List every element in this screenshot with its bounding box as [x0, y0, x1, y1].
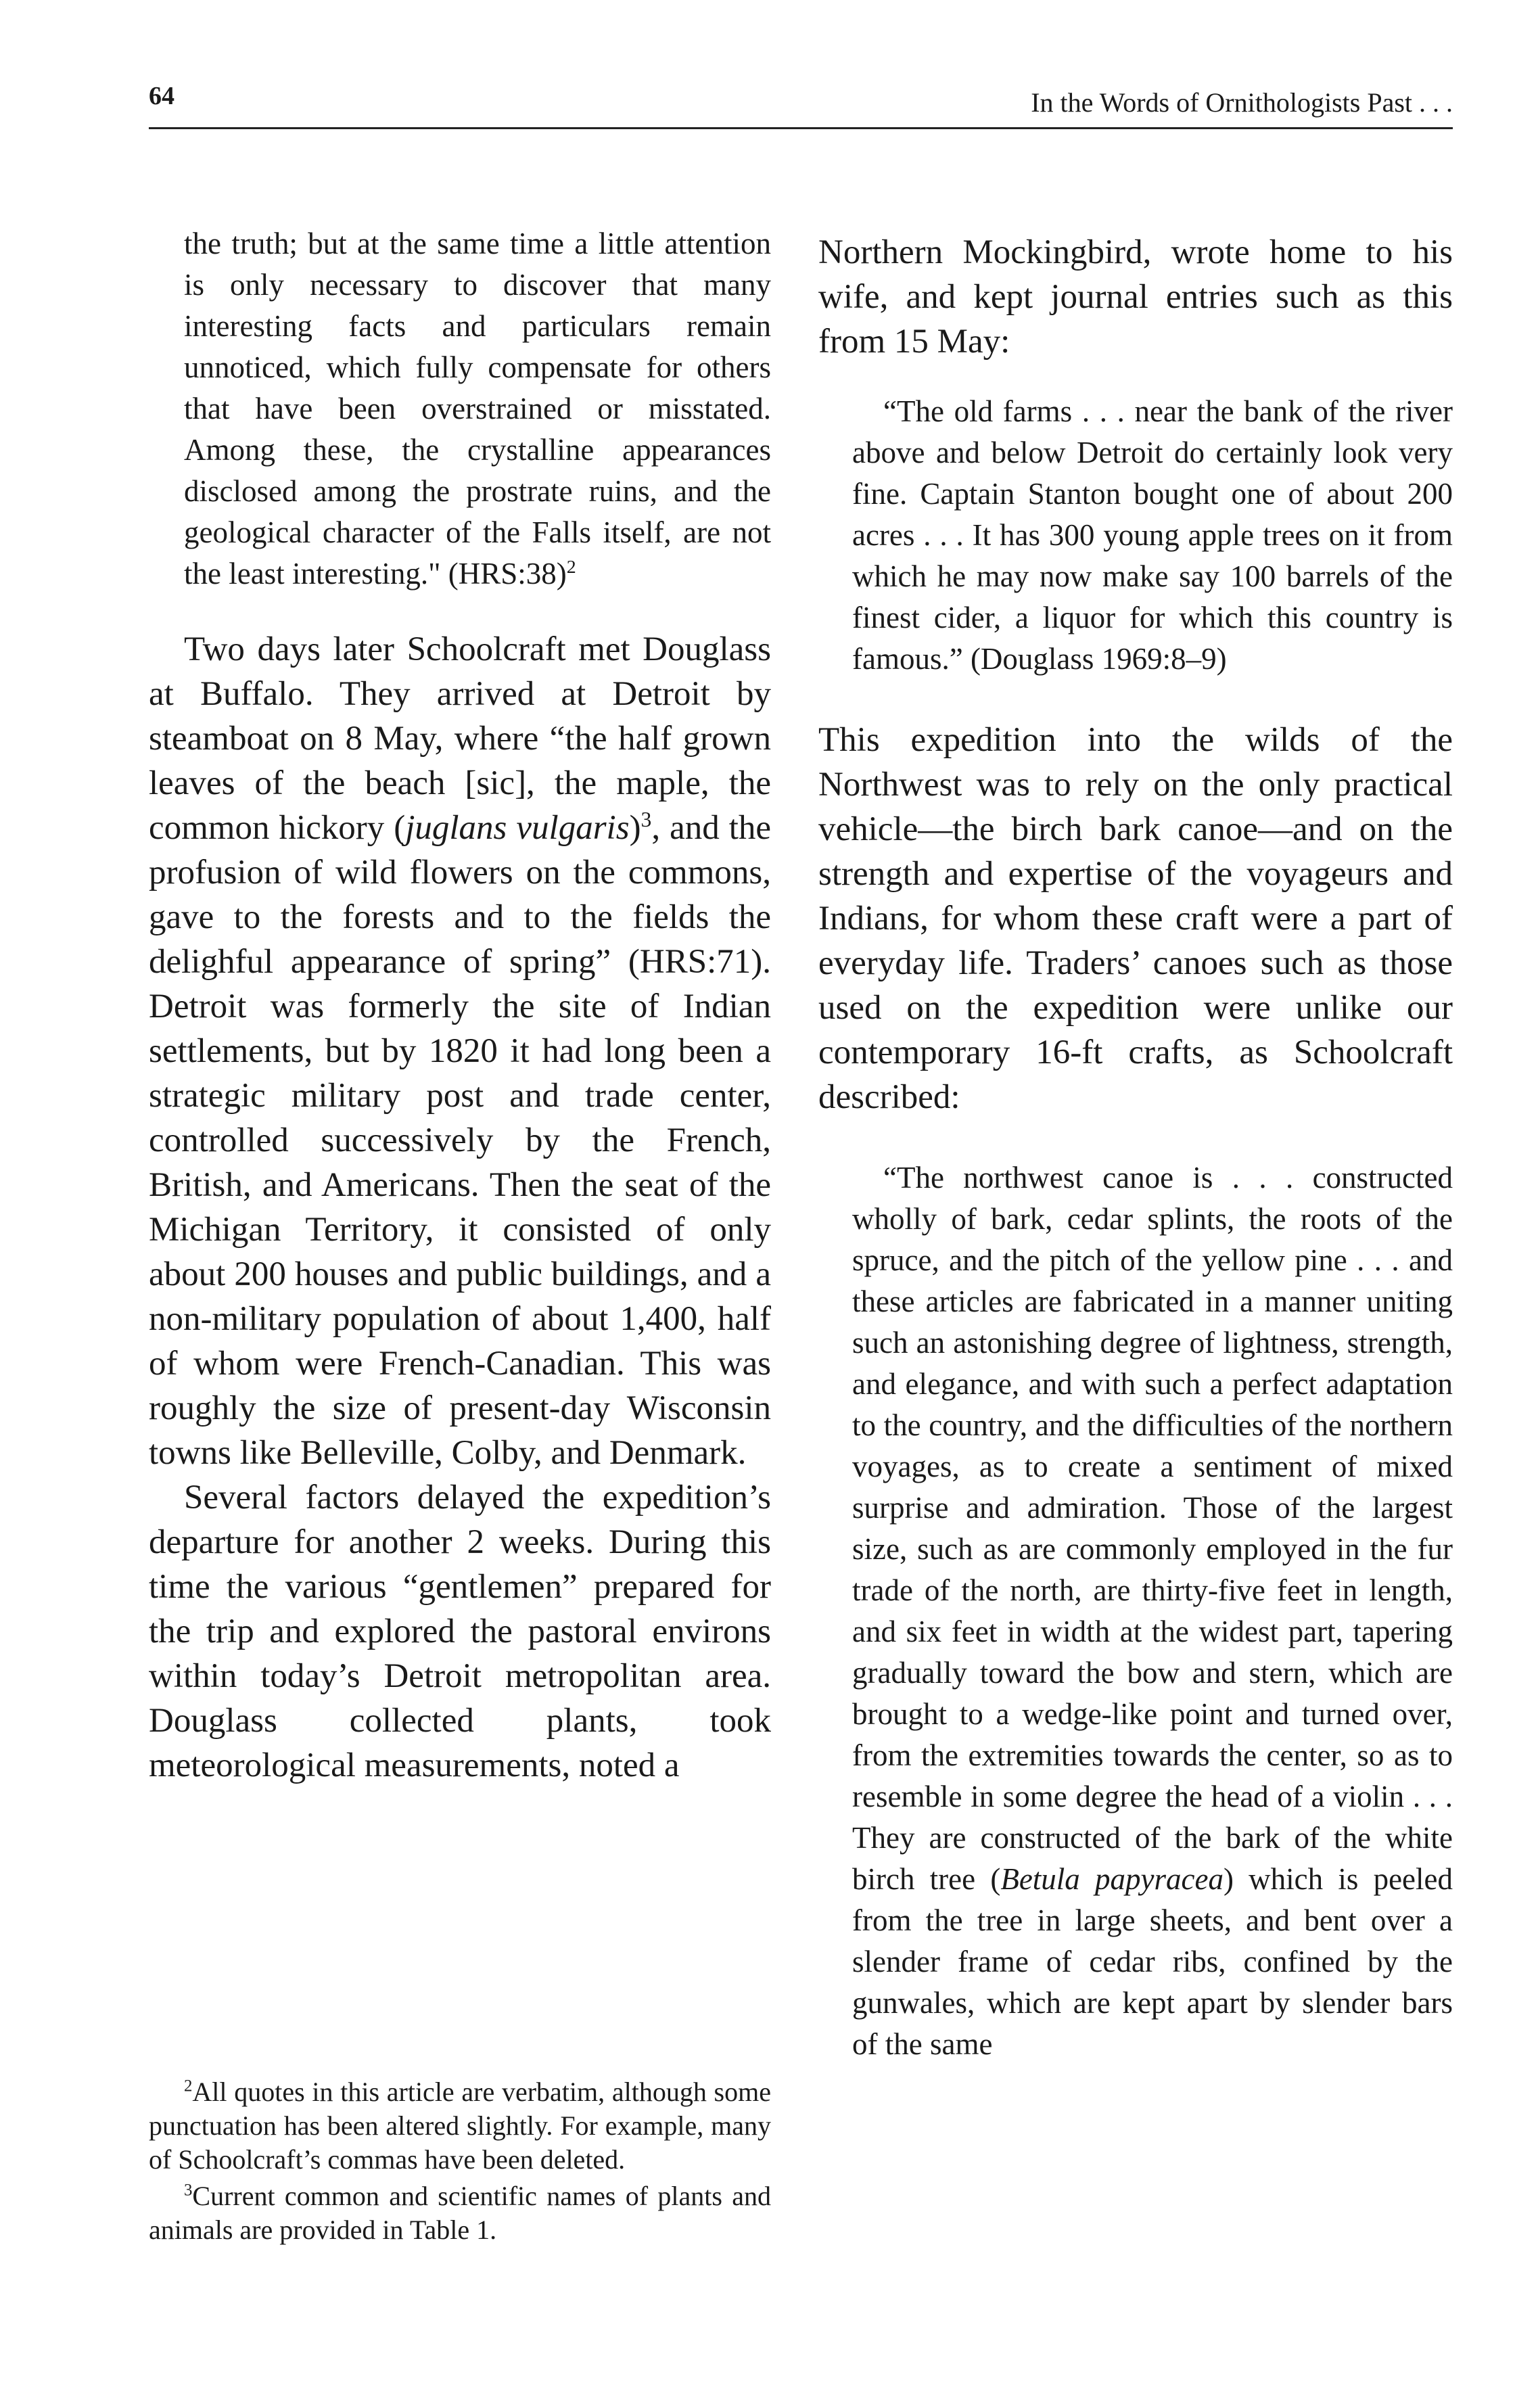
page-number: 64: [149, 82, 174, 110]
quote-northwest-canoe: “The northwest canoe is . . . constructed wholly of bark, cedar splints, the roots of the spruce, and the pitch of the yellow pine . . . and these articles are fabricated in a manner uniting such an astonishing degree of lightness, strength, and elegance, and with such a perfect adaptation to the country, and the difficulties of the northern voyages, as to create a sentiment of mixed surprise and admiration. Those of the largest size, such as are commonly employed in the fur trade of the north, are thirty-five feet in length, and six feet in width at the widest part, tapering gradually toward the bow and stern, which are brought to a wedge-like point and turned over, from the extremities towards the center, so as to resemble in some degree the head of a violin . . . They are constructed of the bark of the white birch tree (Betula papyracea) which is peeled from the tree in large sheets, and bent over a slender frame of cedar ribs, confined by the gunwales, which are kept apart by slender bars of the same: [852, 1161, 1453, 2061]
left-column: [149, 223, 771, 1788]
scientific-name: Betula papyracea: [1000, 1862, 1223, 1896]
paragraph-detroit-arrival: Two days later Schoolcraft met Douglass at Buffalo. They arrived at Detroit by steamboat on 8 May, where “the half grown leaves of the beach [sic], the maple, the common hickory (juglans vulgaris)$^3$, and the profusion of wild flowers on the commons, gave to the forests and to the fields the delighful appearance of spring” (HRS:71). Detroit was formerly the site of Indian settlements, but by 1820 it had long been a strategic military post and trade center, controlled successively by the French, British, and Americans. Then the seat of the Michigan Territory, it consisted of only about 200 houses and public buildings, and a non-military population of about 1,400, half of whom were French-Canadian. This was roughly the size of present-day Wisconsin towns like Belleville, Colby, and Denmark.: [149, 630, 772, 1472]
paragraph-expedition-delay: Several factors delayed the expedition’s departure for another 2 weeks. During this time the various “gentlemen” prepared for the trip and explored the pastoral environs within today’s Detroit metropolitan area. Douglass collected plants, took meteorological measurements, noted a: [149, 1479, 771, 1784]
quote-old-farms: “The old farms . . . near the bank of the river above and below Detroit do certainly look very fine. Captain Stanton bought one of about 200 acres . . . It has 300 young apple trees on it from which he may now make say 100 barrels of the finest cider, a liquor for which this country is famous.” (Douglass 1969:8–9): [852, 394, 1453, 676]
quote-continuation: the truth; but at the same time a little attention is only necessary to discover that many interesting facts and particulars remain unnoticed, which fully compensate for others that have been overstrained or misstated. Among these, the crystalline appearances disclosed among the prostrate ruins, and the geological character of the Falls itself, are not the least interesting." (HRS:38)$^2$: [184, 227, 771, 591]
footnote-2: $^2$All quotes in this article are verbatim, although some punctuation has been altered slightly. For example, many of Schoolcraft’s commas have been deleted.: [149, 2077, 771, 2175]
running-head: In the Words of Ornithologists Past . . .: [1031, 87, 1453, 118]
footnote-ref-2[interactable]: 2: [566, 557, 576, 578]
header-rule: [149, 127, 1453, 129]
footnote-3: $^3$Current common and scientific names of plants and animals are provided in Table 1.: [149, 2181, 771, 2245]
block-quote-douglass: [818, 391, 1453, 680]
right-column: [818, 230, 1453, 2065]
block-quote-schoolcraft: [818, 1157, 1453, 2065]
paragraph-mockingbird: Northern Mockingbird, wrote home to his wife, and kept journal entries such as this from 15 May:: [818, 233, 1453, 361]
footnotes: [149, 2075, 771, 2247]
footnote-ref-3[interactable]: 3: [640, 808, 652, 831]
scientific-name: juglans vulgaris: [405, 809, 630, 847]
paragraph-birch-canoe: This expedition into the wilds of the Northwest was to rely on the only practical vehicle—the birch bark canoe—and on the strength and expertise of the voyageurs and Indians, for whom these craft were a part of everyday life. Traders’ canoes such as those used on the expedition were unlike our contemporary 16-ft crafts, as Schoolcraft described:: [818, 721, 1453, 1116]
